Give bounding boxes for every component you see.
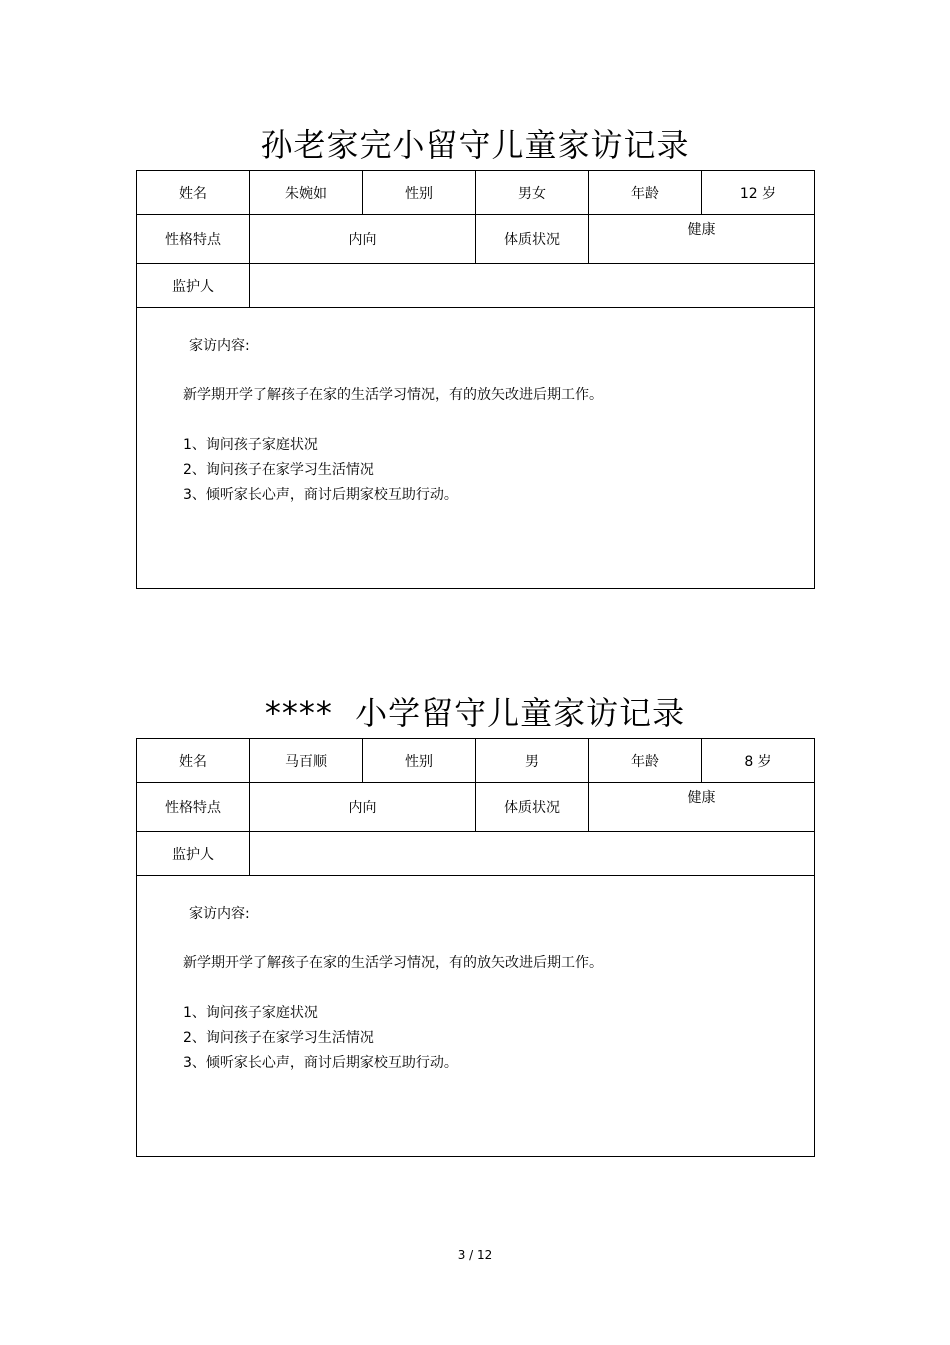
content-item: 1、询问孩子家庭状况 [183,437,318,453]
table-row [137,783,815,832]
record-title: **** 小学留守儿童家访记录 [264,694,686,732]
visit-record-1 [136,120,814,589]
name-value: 朱婉如 [250,171,363,215]
content-item: 3、倾听家长心声，商讨后期家校互助行动。 [183,487,458,503]
table-row [137,876,815,1157]
personality-label: 性格特点 [137,215,250,264]
record-title: 孙老家完小留守儿童家访记录 [260,126,690,164]
content-intro: 新学期开学了解孩子在家的生活学习情况，有的放矢改进后期工作。 [183,387,603,403]
name-label: 姓名 [137,171,250,215]
age-value: 12 岁 [702,171,815,215]
content-label: 家访内容: [189,338,250,354]
table-row [137,832,815,876]
table-row [137,215,815,264]
table-row [137,308,815,589]
visit-record-2 [136,688,814,1157]
health-value: 健康 [589,215,815,264]
personality-label: 性格特点 [137,783,250,832]
page-number: 3 / 12 [457,1248,493,1262]
record-table [136,170,815,589]
content-item: 2、询问孩子在家学习生活情况 [183,462,374,478]
visit-content-cell [137,308,815,589]
age-label: 年龄 [589,171,702,215]
content-item: 3、倾听家长心声，商讨后期家校互助行动。 [183,1055,458,1071]
content-item: 2、询问孩子在家学习生活情况 [183,1030,374,1046]
name-label: 姓名 [137,739,250,783]
age-value: 8 岁 [702,739,815,783]
health-label: 体质状况 [476,783,589,832]
record-table [136,738,815,1157]
table-row [137,264,815,308]
gender-value: 男女 [476,171,589,215]
guardian-label: 监护人 [137,264,250,308]
content-intro: 新学期开学了解孩子在家的生活学习情况，有的放矢改进后期工作。 [183,955,603,971]
guardian-label: 监护人 [137,832,250,876]
table-row [137,171,815,215]
content-label: 家访内容: [189,906,250,922]
age-label: 年龄 [589,739,702,783]
gender-label: 性别 [363,739,476,783]
health-label: 体质状况 [476,215,589,264]
name-value: 马百顺 [250,739,363,783]
personality-value: 内向 [250,783,476,832]
gender-label: 性别 [363,171,476,215]
table-row [137,739,815,783]
content-item: 1、询问孩子家庭状况 [183,1005,318,1021]
health-value: 健康 [589,783,815,832]
guardian-value [250,264,815,308]
visit-content-cell [137,876,815,1157]
personality-value: 内向 [250,215,476,264]
gender-value: 男 [476,739,589,783]
guardian-value [250,832,815,876]
